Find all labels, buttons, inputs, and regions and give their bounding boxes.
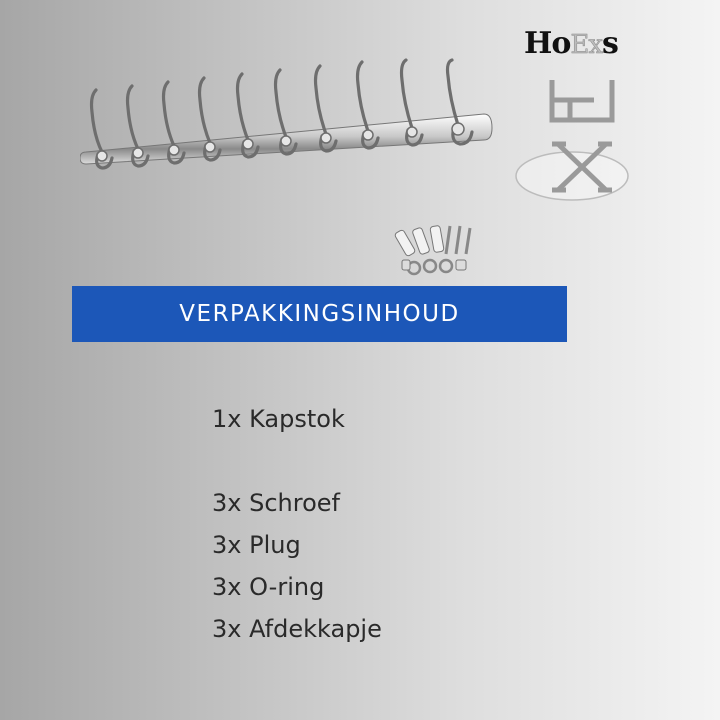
list-item-cover-cap: 3x Afdekkapje <box>212 615 382 643</box>
brand-text-mid: Ex <box>570 30 603 60</box>
accessories-image <box>394 222 476 278</box>
list-spacer <box>212 440 382 482</box>
coat-rack-image <box>80 56 500 180</box>
list-item-screw: 3x Schroef <box>212 489 340 517</box>
package-contents-list <box>212 398 382 650</box>
hoexs-logo-mark-icon <box>512 70 648 210</box>
package-contents-banner <box>72 286 567 342</box>
banner-title: VERPAKKINGSINHOUD <box>179 301 460 327</box>
list-item-o-ring: 3x O-ring <box>212 573 325 601</box>
list-item-coat-rack: 1x Kapstok <box>212 405 345 433</box>
brand-text-post: s <box>602 26 618 61</box>
brand-text-pre: Ho <box>524 26 571 61</box>
brand-logo-text <box>524 26 618 61</box>
list-item-plug: 3x Plug <box>212 531 301 559</box>
